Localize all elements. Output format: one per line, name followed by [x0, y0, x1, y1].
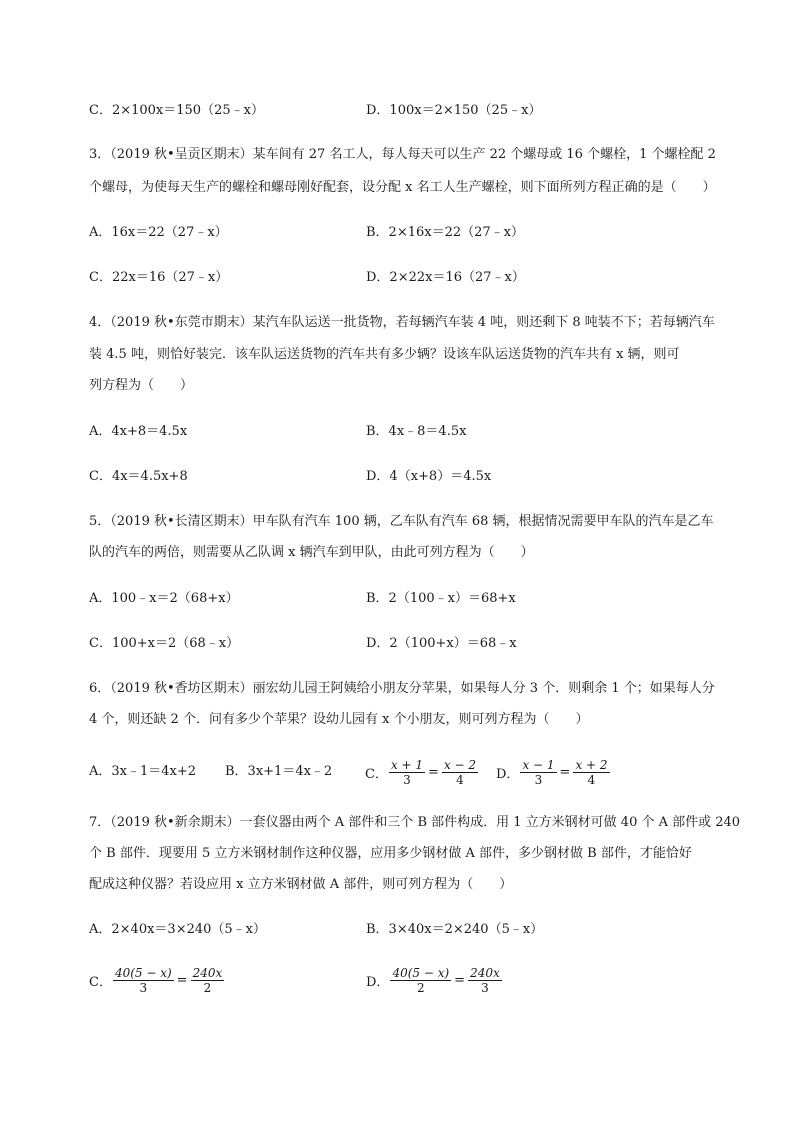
q4-option-d: D．4（x+8）＝4.5x [366, 469, 492, 484]
q3-option-c: C．22x＝16（27﹣x） [89, 270, 229, 285]
q4-stem-line1: 4．（2019 秋•东莞市期末）某汽车队运送一批货物，若每辆汽车装 4 吨，则还剩下 8 吨装不下；若每辆汽车 [89, 315, 715, 330]
numerator: 240x [470, 965, 500, 980]
q7-option-d [366, 963, 503, 997]
prev-option-c: C．2×100x＝150（25﹣x） [89, 103, 264, 118]
fraction [573, 758, 609, 787]
numerator: 240x [192, 965, 223, 980]
denominator: 4 [456, 772, 464, 787]
numerator: 40(5 − x) [392, 965, 450, 980]
option-label: D． [496, 766, 520, 782]
q6-option-a: A．3x﹣1＝4x+2 [89, 764, 197, 779]
option-label: C． [89, 974, 112, 990]
option-label: D． [366, 974, 390, 990]
denominator: 3 [534, 772, 543, 787]
fraction [389, 758, 425, 787]
q7-stem-line1: 7．（2019 秋•新余期末）一套仪器由两个 A 部件和三个 B 部件构成．用 1 立方米钢材可做 40 个 A 部件或 240 [89, 815, 741, 830]
q4-option-b: B．4x﹣8＝4.5x [366, 424, 467, 439]
q6-stem-line2: 4 个，则还缺 2 个．问有多少个苹果？设幼儿园有 x 个小朋友，则可列方程为（ ） [89, 712, 589, 727]
denominator: 3 [403, 772, 411, 787]
fraction [390, 966, 451, 995]
q7-stem-line3: 配成这种仪器？若设应用 x 立方米钢材做 A 部件，则可列方程为（ ） [89, 877, 513, 892]
q3-option-d: D．2×22x＝16（27﹣x） [366, 270, 525, 285]
q7-option-a: A．2×40x＝3×240（5﹣x） [89, 922, 267, 937]
q5-stem-line1: 5．（2019 秋•长清区期末）甲车队有汽车 100 辆，乙车队有汽车 68 辆，根据情况需要甲车队的汽车是乙车 [89, 514, 714, 529]
q3-option-a: A．16x＝22（27﹣x） [89, 225, 228, 240]
q4-stem-line2: 装 4.5 吨，则恰好装完．该车队运送货物的汽车共有多少辆？设该车队运送货物的汽车共有 x 辆，则可 [89, 347, 680, 362]
numerator: x − 2 [443, 757, 477, 772]
q5-option-d: D．2（100+x）＝68﹣x [366, 636, 517, 651]
denominator: 3 [481, 980, 489, 995]
numerator: x − 1 [522, 757, 555, 772]
q7-stem-line2: 个 B 部件．现要用 5 立方米钢材制作这种仪器，应用多少钢材做 A 部件，多少钢材做 B 部件，才能恰好 [89, 846, 692, 861]
equals-sign: = [559, 764, 571, 780]
q3-stem-line2: 个螺母，为使每天生产的螺栓和螺母刚好配套，设分配 x 名工人生产螺栓，则下面所列方程正确的是（ ） [89, 180, 716, 195]
q5-option-c: C．100+x＝2（68﹣x） [89, 636, 240, 651]
q4-stem-line3: 列方程为（ ） [89, 378, 194, 393]
q5-stem-line2: 队的汽车的两倍，则需要从乙队调 x 辆汽车到甲队，由此可列方程为（ ） [89, 545, 534, 560]
q3-option-b: B．2×16x＝22（27﹣x） [366, 225, 525, 240]
denominator: 4 [587, 772, 596, 787]
q4-option-a: A．4x+8＝4.5x [89, 424, 188, 439]
q3-stem-line1: 3．（2019 秋•呈贡区期末）某车间有 27 名工人，每人每天可以生产 22 个螺母或 16 个螺栓，1 个螺栓配 2 [89, 147, 716, 162]
q6-option-c [365, 755, 479, 789]
denominator: 3 [139, 980, 148, 995]
q6-option-b: B．3x+1＝4x﹣2 [225, 764, 333, 779]
q4-option-c: C．4x＝4.5x+8 [89, 469, 188, 484]
equals-sign: = [176, 972, 188, 988]
fraction [520, 758, 556, 787]
fraction [442, 758, 478, 787]
q5-option-a: A．100﹣x＝2（68+x） [89, 591, 239, 606]
numerator: x + 2 [575, 757, 608, 772]
prev-option-d: D．100x＝2×150（25﹣x） [366, 103, 542, 118]
numerator: 40(5 − x) [114, 965, 172, 980]
fraction [191, 966, 225, 995]
q7-option-b: B．3×40x＝2×240（5﹣x） [366, 922, 544, 937]
q6-stem-line1: 6．（2019 秋•香坊区期末）丽宏幼儿园王阿姨给小朋友分苹果，如果每人分 3 个．则剩余 1 个；如果每人分 [89, 681, 715, 696]
equals-sign: = [428, 764, 439, 780]
denominator: 2 [416, 980, 425, 995]
option-label: C． [365, 766, 388, 782]
numerator: x + 1 [390, 757, 424, 772]
q7-option-c [89, 963, 225, 997]
q6-option-d [496, 755, 611, 789]
q5-option-b: B．2（100﹣x）＝68+x [366, 591, 516, 606]
fraction [468, 966, 502, 995]
equals-sign: = [454, 972, 466, 988]
denominator: 2 [203, 980, 212, 995]
fraction [113, 966, 174, 995]
